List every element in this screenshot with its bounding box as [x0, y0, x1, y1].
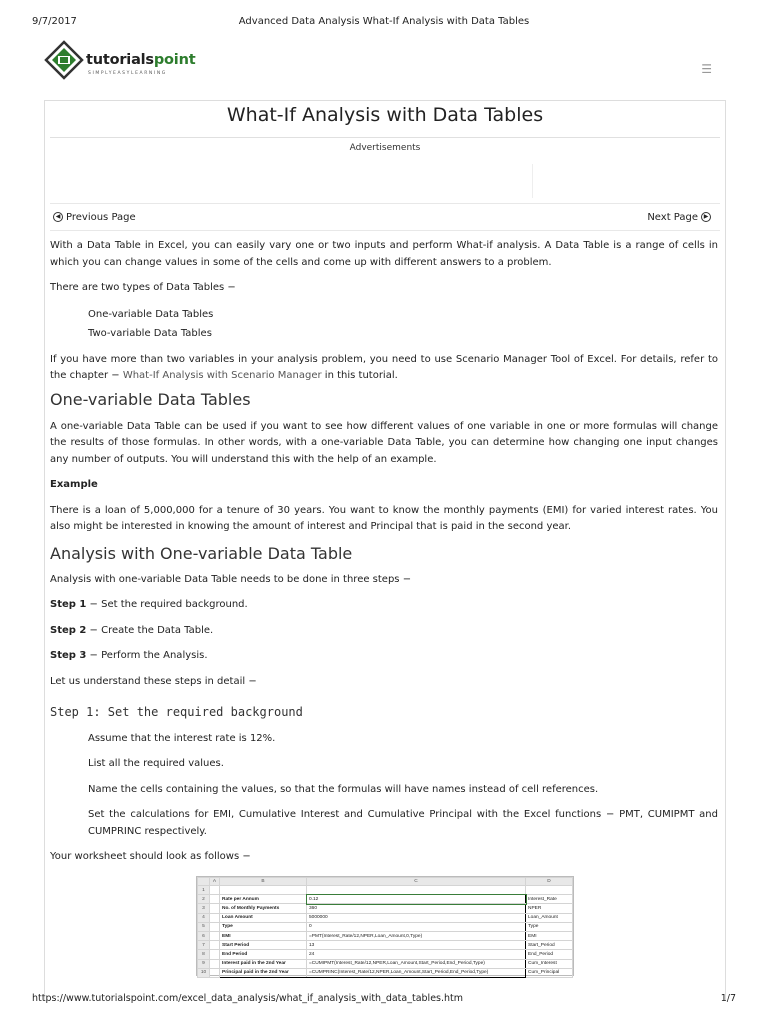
next-page-link[interactable]: Next Page ▶ [647, 212, 714, 223]
divider [50, 203, 720, 204]
print-url: https://www.tutorialspoint.com/excel_data_analysis/what_if_analysis_with_data_tables.htm [32, 993, 464, 1004]
example-paragraph: There is a loan of 5,000,000 for a tenure of 30 years. You want to know the monthly payments (EMI) for varied interest rates. You also might be interested in knowing the amount of interest and Principal that is paid in the second year. [50, 504, 718, 532]
intro-paragraph: With a Data Table in Excel, you can easily vary one or two inputs and perform What-if analysis. A Data Table is a range of cells in which you can change values in some of the cells and come up with different answers to a problem. [50, 240, 718, 268]
table-row: 7 Start Period 13 Start_Period [198, 941, 573, 950]
next-arrow-icon: ▶ [701, 212, 711, 222]
step-item: Step 3 − Perform the Analysis. [50, 650, 208, 661]
list-item: Assume that the interest rate is 12%. [88, 732, 276, 744]
step-heading: Step 1: Set the required background [50, 705, 303, 719]
table-row: 2 Rate per Annum 0.12 Interest_Rate [198, 895, 573, 904]
example-label: Example [50, 479, 98, 490]
table-row: 5 Type 0 Type [198, 922, 573, 931]
worksheet-table [197, 877, 573, 978]
step1-section [50, 704, 718, 866]
ad-slot [236, 164, 533, 198]
worksheet-image [196, 876, 574, 976]
section-one-variable [50, 392, 718, 536]
table-row: 1 [198, 886, 573, 895]
site-logo[interactable] [44, 40, 204, 88]
list-item: Two-variable Data Tables [88, 328, 212, 339]
logo-emblem-icon [44, 40, 84, 88]
column-header-row: A B C D [198, 878, 573, 886]
list-item: List all the required values. [88, 758, 224, 769]
list-item: One-variable Data Tables [88, 308, 214, 320]
table-row: 10 Principal paid in the 2nd Year =CUMPRINC(Interest_Rate/12,NPER,Loan_Amount,Start_Period,End_Period,Type) Cum_Principal [198, 968, 573, 977]
divider [50, 137, 720, 138]
table-row: 4 Loan Amount 5000000 Loan_Amount [198, 913, 573, 922]
table-row: 8 End Period 24 End_Period [198, 950, 573, 959]
print-page-number: 1/7 [720, 993, 736, 1004]
worksheet-intro: Your worksheet should look as follows − [50, 851, 251, 862]
detail-line: Let us understand these steps in detail − [50, 675, 257, 687]
divider [50, 230, 720, 231]
section-paragraph: A one-variable Data Table can be used if you want to see how different values of one variable in one or more formulas will change the results of those formulas. In other words, with a one-variable Data Table, you can determine how changing one input changes any number of outputs. You will understand this with the help of an example. [50, 420, 718, 465]
step-item: Step 2 − Create the Data Table. [50, 624, 214, 636]
table-row: 6 EMI =PMT(Interest_Rate/12,NPER,Loan_Amount,0,Type) EMI [198, 931, 573, 940]
hamburger-icon[interactable]: ☰ [701, 62, 712, 76]
previous-arrow-icon: ◀ [53, 212, 63, 222]
ads-label: Advertisements [349, 143, 421, 153]
print-doc-title: Advanced Data Analysis What-If Analysis with Data Tables [238, 16, 530, 27]
table-row: 3 No. of Monthly Payments 360 NPER [198, 904, 573, 913]
table-row: 9 Interest paid in the 2nd Year =CUMIPMT(Interest_Rate/12,NPER,Loan_Amount,Start_Period,End_Period,Type) Cum_Interest [198, 959, 573, 968]
types-intro: There are two types of Data Tables − [50, 282, 236, 293]
section-heading: Analysis with One-variable Data Table [50, 544, 353, 563]
logo-tagline: SIMPLYEASYLEARNING [88, 71, 167, 76]
list-item: Name the cells containing the values, so that the formulas will have names instead of cell references. [88, 783, 599, 795]
logo-wordmark: tutorialspoint [86, 52, 196, 68]
scenario-paragraph: If you have more than two variables in your analysis problem, you need to use Scenario Manager Tool of Excel. For details, refer to the chapter − What-If Analysis with Scenario Manager in this tutorial. [50, 353, 718, 381]
section-analysis [50, 546, 718, 690]
intro-section [50, 238, 718, 385]
print-date: 9/7/2017 [32, 16, 77, 27]
section-heading: One-variable Data Tables [50, 390, 251, 409]
previous-page-link[interactable]: ◀ Previous Page [50, 212, 136, 223]
step-item: Step 1 − Set the required background. [50, 599, 248, 610]
scenario-manager-link[interactable]: What-If Analysis with Scenario Manager [122, 370, 322, 381]
steps-intro: Analysis with one-variable Data Table needs to be done in three steps − [50, 573, 412, 585]
list-item: Set the calculations for EMI, Cumulative Interest and Cumulative Principal with the Excel functions − PMT, CUMIPMT and CUMPRINC respectively. [88, 809, 718, 837]
page-title: What-If Analysis with Data Tables [226, 104, 544, 126]
